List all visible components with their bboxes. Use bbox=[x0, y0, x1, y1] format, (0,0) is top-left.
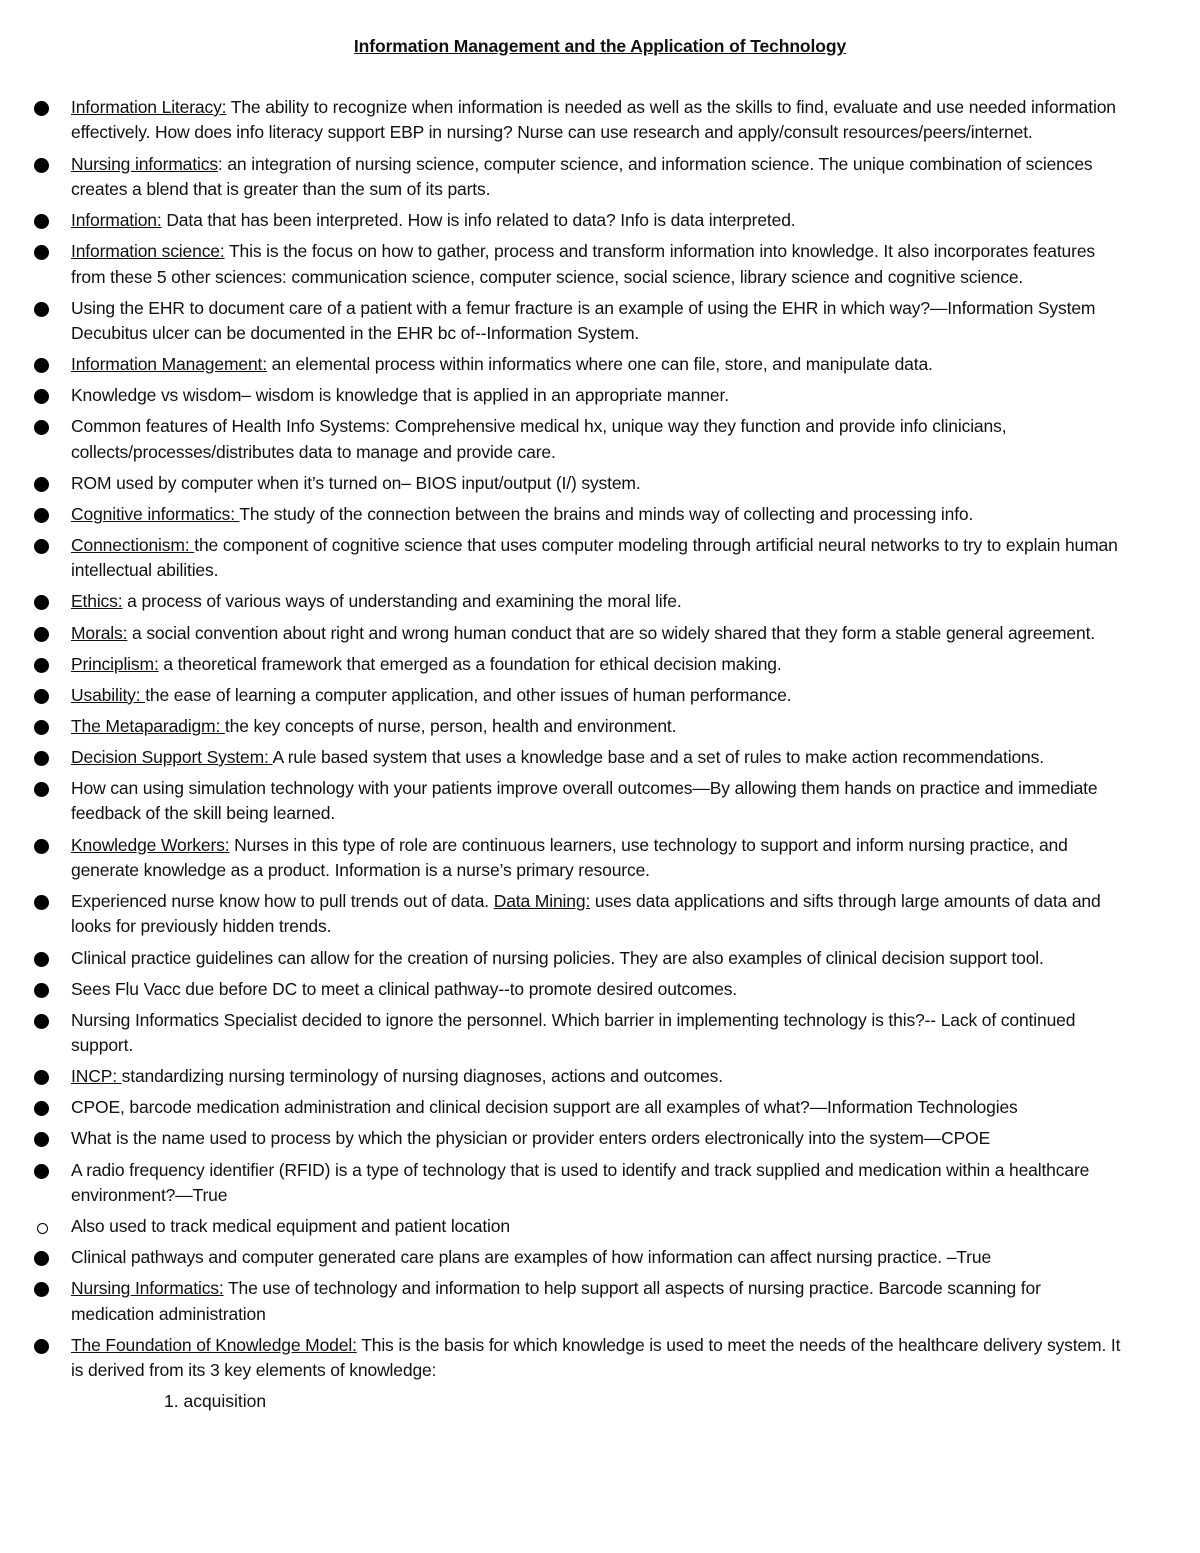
list-item-term: Cognitive informatics: bbox=[71, 503, 240, 524]
list-item bbox=[0, 296, 1200, 347]
list-item-text: the component of cognitive science that uses computer modeling through artificial neural networks to try to explain human intellectual abilities. bbox=[71, 534, 1118, 581]
list-item-term: Information science: bbox=[71, 241, 225, 262]
list-item-text: : an integration of nursing science, computer science, and information science. The unique combination of sciences creates a blend that is greater than the sum of its parts. bbox=[71, 153, 1093, 199]
list-item-text: Clinical practice guidelines can allow for the creation of nursing policies. They are also examples of clinical decision support tool. bbox=[71, 947, 1044, 968]
bullet-icon bbox=[34, 658, 49, 673]
list-item-term: Nursing informatics bbox=[71, 153, 218, 174]
bullet-icon bbox=[34, 1101, 49, 1116]
list-item bbox=[0, 714, 1200, 739]
bullet-icon bbox=[34, 720, 49, 735]
list-item-term: Nursing Informatics: bbox=[71, 1278, 224, 1299]
list-item bbox=[0, 977, 1200, 1002]
list-item-term: Information Management: bbox=[71, 354, 267, 375]
bullet-icon bbox=[34, 1282, 49, 1297]
list-item-text: Knowledge vs wisdom– wisdom is knowledge that is applied in an appropriate manner. bbox=[71, 385, 729, 406]
list-item bbox=[0, 1008, 1200, 1059]
list-item bbox=[0, 152, 1200, 203]
list-item-text: Common features of Health Info Systems: Comprehensive medical hx, unique way they function and provide info clinicians, collects/processes/distributes data to manage and provide care. bbox=[71, 416, 1007, 462]
list-item bbox=[0, 95, 1200, 146]
list-item-text: a social convention about right and wrong human conduct that are so widely shared that they form a stable general agreement. bbox=[127, 622, 1096, 643]
bullet-list bbox=[0, 95, 1200, 1415]
list-item-term: Ethics: bbox=[71, 591, 123, 612]
list-item-text: uses data applications and sifts through large amounts of data and looks for previously hidden trends. bbox=[71, 891, 1101, 937]
list-item bbox=[0, 352, 1200, 377]
list-item-text: A rule based system that uses a knowledge base and a set of rules to make action recommendations. bbox=[272, 746, 1044, 767]
list-item bbox=[0, 1245, 1200, 1270]
bullet-icon bbox=[34, 895, 49, 910]
list-item bbox=[0, 1276, 1200, 1327]
list-item-text: This is the focus on how to gather, process and transform information into knowledge. It also incorporates features from these 5 other sciences: communication science, computer science, social science, library science and cognitive science. bbox=[71, 241, 1096, 287]
list-item bbox=[0, 889, 1200, 940]
list-item-text: Using the EHR to document care of a patient with a femur fracture is an example of using the EHR in which way?—Information System Decubitus ulcer can be documented in the EHR bc of--Information System. bbox=[71, 297, 1096, 343]
list-item bbox=[0, 1333, 1200, 1384]
bullet-icon bbox=[34, 952, 49, 967]
list-item-term: The Metaparadigm: bbox=[71, 715, 225, 736]
list-item bbox=[0, 589, 1200, 614]
document-title: Information Management and the Application of Technology bbox=[353, 36, 847, 56]
list-item-text: a theoretical framework that emerged as a foundation for ethical decision making. bbox=[158, 653, 782, 674]
list-item-term: Knowledge Workers: bbox=[71, 834, 230, 855]
bullet-icon bbox=[34, 595, 49, 610]
list-item-text: the key concepts of nurse, person, health and environment. bbox=[224, 715, 677, 736]
list-item-text: Sees Flu Vacc due before DC to meet a clinical pathway--to promote desired outcomes. bbox=[71, 978, 738, 999]
bullet-icon bbox=[34, 214, 49, 229]
list-item bbox=[0, 776, 1200, 827]
bullet-icon bbox=[34, 627, 49, 642]
bullet-icon bbox=[34, 1132, 49, 1147]
list-item-term: INCP: bbox=[71, 1066, 122, 1087]
list-item-text: Clinical pathways and computer generated care plans are examples of how information can affect nursing practice. –True bbox=[71, 1247, 992, 1268]
bullet-icon bbox=[34, 689, 49, 704]
bullet-icon bbox=[34, 358, 49, 373]
list-item bbox=[0, 502, 1200, 527]
list-item bbox=[0, 533, 1200, 584]
list-item-text: The use of technology and information to help support all aspects of nursing practice. Barcode scanning for medication administration bbox=[71, 1278, 1041, 1324]
list-item bbox=[0, 683, 1200, 708]
list-item bbox=[0, 946, 1200, 971]
list-item-text: Experienced nurse know how to pull trends out of data. bbox=[71, 891, 494, 912]
list-item-term: Information Literacy: bbox=[71, 97, 227, 117]
list-item bbox=[0, 1126, 1200, 1151]
bullet-icon bbox=[34, 420, 49, 435]
list-item-term: Data Mining: bbox=[493, 891, 591, 912]
hollow-bullet-icon bbox=[37, 1223, 48, 1234]
list-item-text: the ease of learning a computer application, and other issues of human performance. bbox=[145, 684, 792, 705]
numbered-list-item: 1. acquisition bbox=[164, 1391, 267, 1412]
list-item-term: Morals: bbox=[71, 622, 128, 643]
list-item-text: a process of various ways of understanding and examining the moral life. bbox=[122, 591, 682, 612]
bullet-icon bbox=[34, 508, 49, 523]
list-item bbox=[0, 652, 1200, 677]
list-item bbox=[0, 383, 1200, 408]
list-item-text: How can using simulation technology with your patients improve overall outcomes—By allowing them hands on practice and immediate feedback of the skill being learned. bbox=[71, 778, 1098, 824]
list-item-term: The Foundation of Knowledge Model: bbox=[71, 1334, 357, 1355]
list-item bbox=[0, 745, 1200, 770]
bullet-icon bbox=[34, 1251, 49, 1266]
list-item bbox=[0, 471, 1200, 496]
bullet-icon bbox=[34, 1014, 49, 1029]
list-item-text: Data that has been interpreted. How is info related to data? Info is data interpreted. bbox=[161, 210, 796, 230]
list-item bbox=[0, 1095, 1200, 1120]
list-item-term: Principlism: bbox=[71, 653, 159, 674]
list-item bbox=[0, 414, 1200, 465]
list-item bbox=[0, 1214, 1200, 1239]
list-item bbox=[0, 833, 1200, 884]
bullet-icon bbox=[34, 158, 49, 173]
bullet-icon bbox=[34, 245, 49, 260]
list-item bbox=[0, 621, 1200, 646]
list-item-text: Nursing Informatics Specialist decided to ignore the personnel. Which barrier in implementing technology is this?-- Lack of continued support. bbox=[71, 1009, 1076, 1056]
bullet-icon bbox=[34, 839, 49, 854]
bullet-icon bbox=[34, 101, 49, 116]
list-item-text: Also used to track medical equipment and patient location bbox=[71, 1216, 510, 1236]
list-item-term: Decision Support System: bbox=[71, 746, 273, 767]
bullet-icon bbox=[34, 782, 49, 797]
bullet-icon bbox=[34, 1070, 49, 1085]
list-item-term: Information: bbox=[71, 210, 162, 230]
list-item-text: standardizing nursing terminology of nursing diagnoses, actions and outcomes. bbox=[121, 1066, 723, 1087]
list-item-text: This is the basis for which knowledge is used to meet the needs of the healthcare delivery system. It is derived from its 3 key elements of knowledge: bbox=[71, 1334, 1121, 1381]
list-item bbox=[0, 208, 1200, 233]
list-item-text: The ability to recognize when information is needed as well as the skills to find, evaluate and use needed information effectively. How does info literacy support EBP in nursing? Nurse can use research and apply/consult resources/peers/internet. bbox=[71, 97, 1116, 143]
list-item-term: Usability: bbox=[71, 684, 146, 705]
bullet-icon bbox=[34, 477, 49, 492]
bullet-icon bbox=[34, 1339, 49, 1354]
bullet-icon bbox=[34, 1164, 49, 1179]
bullet-icon bbox=[34, 983, 49, 998]
list-item bbox=[0, 1158, 1200, 1209]
list-item-text: A radio frequency identifier (RFID) is a type of technology that is used to identify and track supplied and medication within a healthcare environment?—True bbox=[71, 1159, 1090, 1205]
list-item-text: Nurses in this type of role are continuous learners, use technology to support and inform nursing practice, and generate knowledge as a product. Information is a nurse’s primary resource. bbox=[71, 834, 1068, 880]
list-item-text: ROM used by computer when it’s turned on– BIOS input/output (I/) system. bbox=[71, 472, 641, 493]
bullet-icon bbox=[34, 539, 49, 554]
bullet-icon bbox=[34, 751, 49, 766]
bullet-icon bbox=[34, 302, 49, 317]
list-item-text: an elemental process within informatics where one can file, store, and manipulate data. bbox=[266, 354, 933, 375]
list-item-text: What is the name used to process by which the physician or provider enters orders electronically into the system—CPOE bbox=[71, 1128, 991, 1149]
bullet-icon bbox=[34, 389, 49, 404]
list-item-term: Connectionism: bbox=[71, 534, 195, 555]
list-item bbox=[0, 1064, 1200, 1089]
list-item bbox=[0, 239, 1200, 290]
list-item-text: The study of the connection between the brains and minds way of collecting and processing info. bbox=[239, 503, 974, 524]
list-item-text: CPOE, barcode medication administration and clinical decision support are all examples of what?—Information Technologies bbox=[71, 1097, 1018, 1118]
